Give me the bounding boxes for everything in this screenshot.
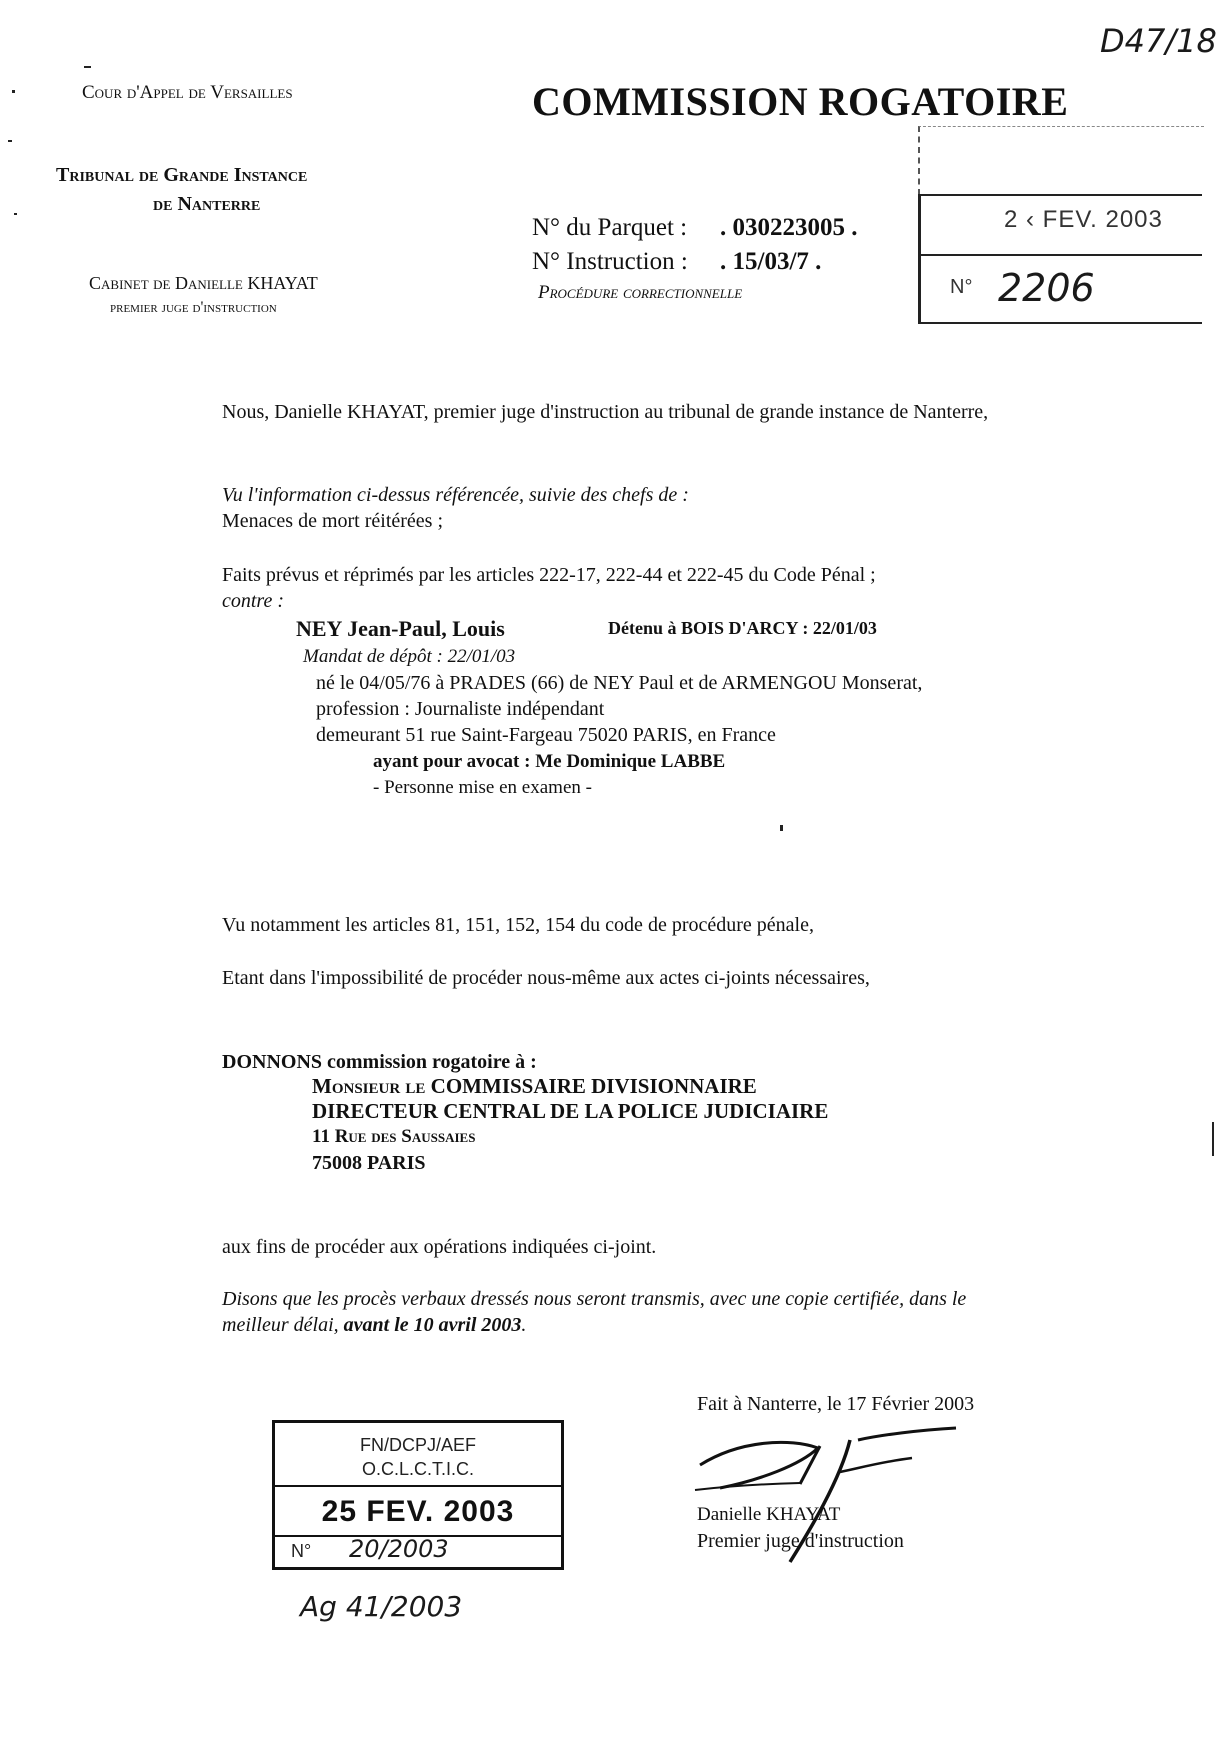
scan-speck	[8, 140, 12, 142]
scan-speck	[1212, 1122, 1214, 1156]
tribunal-name-line1: Tribunal de Grande Instance	[56, 164, 308, 186]
stamp-left-edge	[918, 196, 921, 324]
recipient-line2: DIRECTEUR CENTRAL DE LA POLICE JUDICIAIRE	[312, 1099, 829, 1123]
stamp-bottom-date: 25 FEV. 2003	[321, 1495, 515, 1528]
person-profession: profession : Journaliste indépendant	[316, 698, 605, 720]
vu-information: Vu l'information ci-dessus référencée, suivie des chefs de :	[222, 484, 689, 506]
recipient-line4: 75008 PARIS	[312, 1152, 426, 1174]
cabinet-line2: premier juge d'instruction	[110, 299, 277, 316]
recipient-line3: 11 Rue des Saussaies	[312, 1126, 476, 1147]
donnons-commission: DONNONS commission rogatoire à :	[222, 1051, 537, 1073]
signature-place-date: Fait à Nanterre, le 17 Février 2003	[697, 1393, 975, 1415]
person-detention: Détenu à BOIS D'ARCY : 22/01/03	[608, 618, 877, 638]
person-status: - Personne mise en examen -	[373, 777, 592, 798]
disons-line2-end: .	[521, 1314, 527, 1336]
stamp-top-number: 2206	[998, 266, 1095, 310]
disons-line2-start: meilleur délai,	[222, 1314, 344, 1336]
instruction-number: . 15/03/7 .	[720, 248, 822, 275]
intro-paragraph: Nous, Danielle KHAYAT, premier juge d'instruction au tribunal de grande instance de Nanterre,	[222, 401, 989, 423]
faits-articles: Faits prévus et réprimés par les articles 222-17, 222-44 et 222-45 du Code Pénal ;	[222, 564, 876, 586]
stamp-bottom-number: 20/2003	[349, 1535, 449, 1563]
document-title: COMMISSION ROGATOIRE	[532, 79, 1069, 124]
aux-fins: aux fins de procéder aux opérations indiquées ci-joint.	[222, 1236, 657, 1258]
person-address: demeurant 51 rue Saint-Fargeau 75020 PARIS, en France	[316, 724, 776, 746]
person-mandat: Mandat de dépôt : 22/01/03	[303, 646, 516, 667]
person-name: NEY Jean-Paul, Louis	[296, 616, 505, 641]
stamp-bottom-edge	[918, 322, 1202, 324]
stamp-bottom-number-prefix: N°	[291, 1541, 312, 1561]
reception-stamp-top	[918, 126, 1204, 326]
signatory-title: Premier juge d'instruction	[697, 1530, 904, 1552]
scan-speck	[780, 825, 783, 831]
vu-articles: Vu notamment les articles 81, 151, 152, 154 du code de procédure pénale,	[222, 914, 814, 936]
contre-label: contre :	[222, 590, 285, 612]
cabinet-line1: Cabinet de Danielle KHAYAT	[89, 273, 318, 293]
stamp-border-top	[918, 126, 1204, 195]
stamp-divider-2	[918, 254, 1202, 256]
signatory-name: Danielle KHAYAT	[697, 1504, 841, 1525]
person-birth: né le 04/05/76 à PRADES (66) de NEY Paul et de ARMENGOU Monserat,	[316, 672, 923, 694]
stamp-top-date: 2 ‹ FEV. 2003	[1004, 206, 1163, 233]
stamp-divider	[918, 194, 1202, 196]
scan-speck	[84, 66, 91, 68]
parquet-number: . 030223005 .	[720, 214, 858, 241]
reception-stamp-bottom	[272, 1420, 564, 1570]
court-name: Cour d'Appel de Versailles	[82, 82, 293, 103]
scan-speck	[12, 90, 15, 93]
parquet-label: N° du Parquet :	[532, 214, 688, 241]
disons-line1: Disons que les procès verbaux dressés nous seront transmis, avec une copie certifiée, dans le	[222, 1288, 967, 1310]
handwritten-reference: D47/18	[1100, 22, 1217, 60]
scan-speck	[14, 213, 17, 215]
charge: Menaces de mort réitérées ;	[222, 510, 444, 532]
disons-line2	[222, 1314, 526, 1337]
disons-deadline: avant le 10 avril 2003	[343, 1314, 522, 1336]
impossibilite: Etant dans l'impossibilité de procéder nous-même aux actes ci-joints nécessaires,	[222, 967, 870, 989]
handwritten-bottom-ref: Ag 41/2003	[300, 1590, 463, 1623]
stamp-top-number-prefix: N°	[950, 276, 973, 298]
person-lawyer: ayant pour avocat : Me Dominique LABBE	[373, 751, 726, 772]
recipient-line1: Monsieur le COMMISSAIRE DIVISIONNAIRE	[312, 1074, 757, 1098]
stamp-bottom-line1: FN/DCPJ/AEF	[359, 1435, 476, 1455]
instruction-label: N° Instruction :	[532, 248, 688, 275]
procedure-type: Procédure correctionnelle	[538, 282, 743, 303]
stamp-bottom-line2: O.C.L.C.T.I.C.	[361, 1459, 475, 1479]
tribunal-name-line2: de Nanterre	[153, 193, 261, 215]
stamp-bottom-divider-1	[275, 1485, 561, 1487]
